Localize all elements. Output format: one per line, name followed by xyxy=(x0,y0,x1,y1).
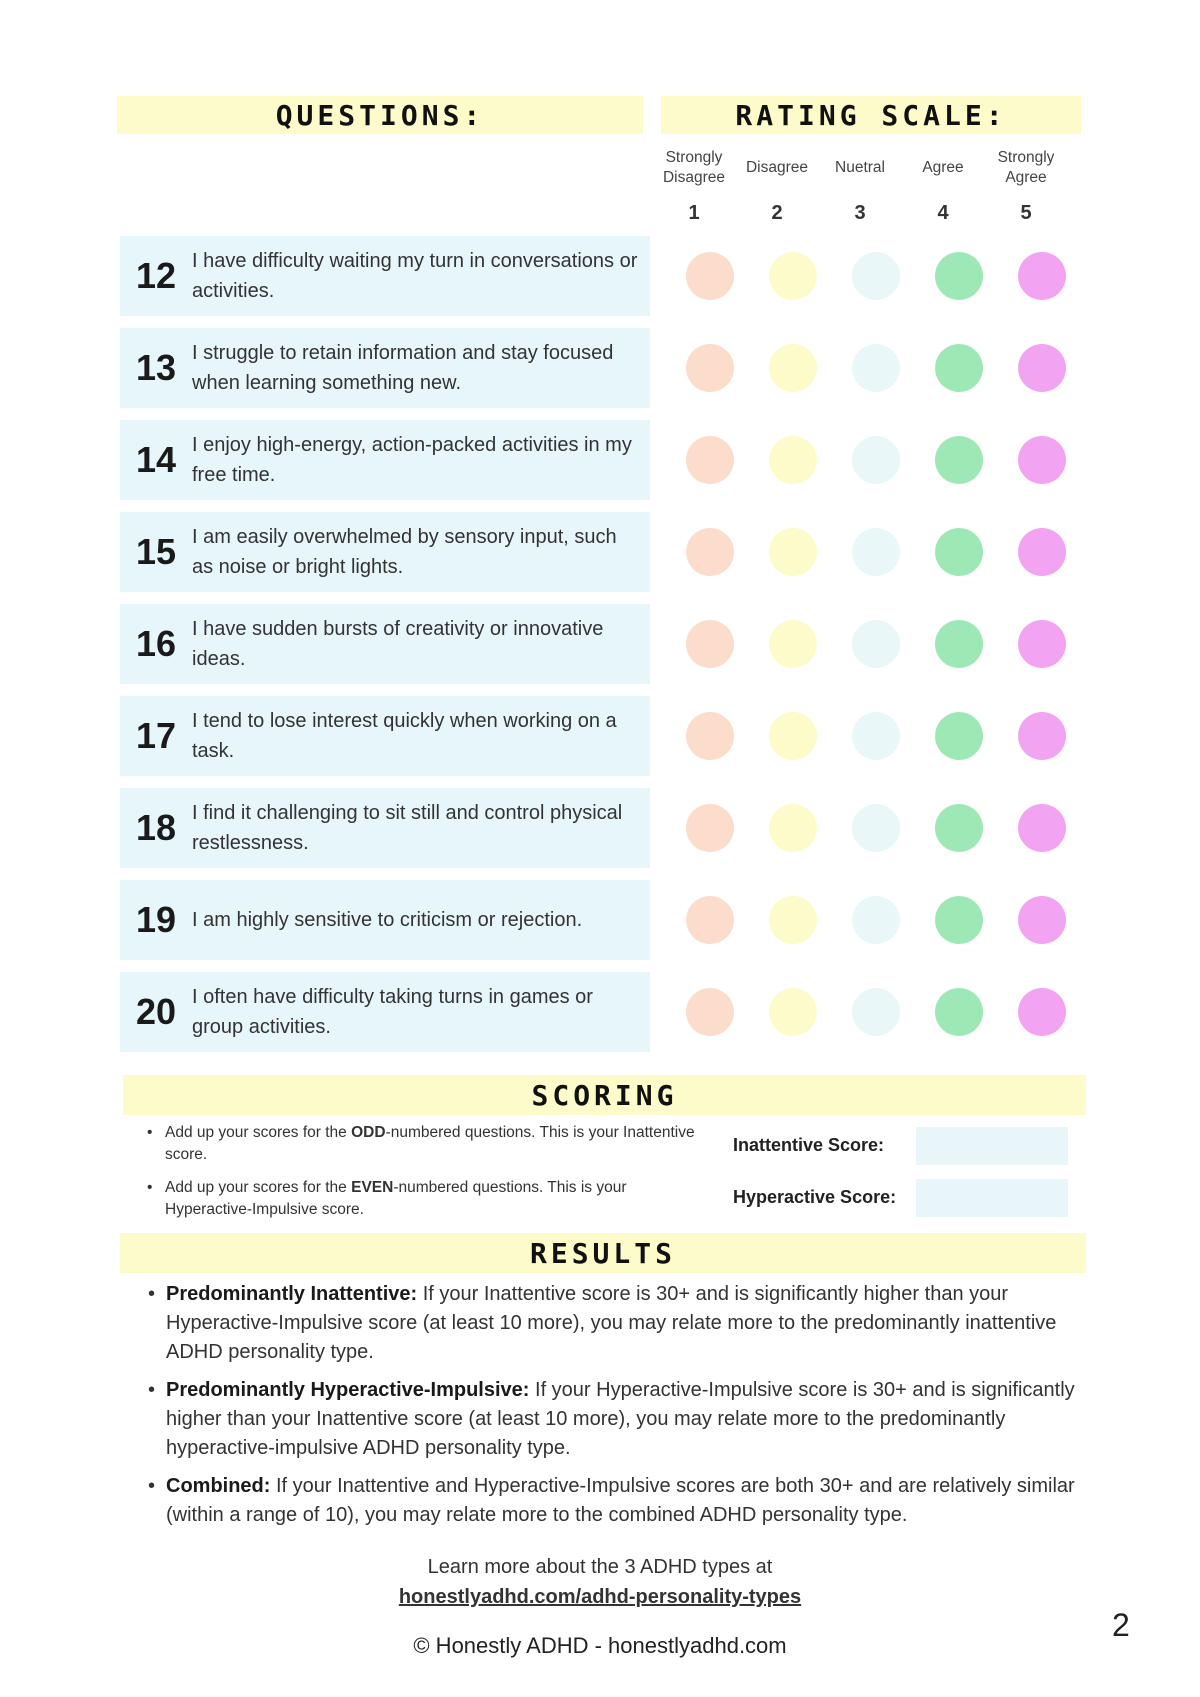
scale-number: 4 xyxy=(937,202,949,224)
question-row xyxy=(120,968,1100,1060)
question-row xyxy=(120,692,1100,784)
rating-circle-2[interactable] xyxy=(769,804,817,852)
scoring-instruction-even: • Add up your scores for the EVEN-numbered questions. This is your Hyperactive-Impulsive score. xyxy=(145,1177,705,1221)
hyperactive-score-field[interactable] xyxy=(916,1179,1068,1217)
rating-circle-4[interactable] xyxy=(935,436,983,484)
question-box xyxy=(120,512,650,592)
scale-column-4 xyxy=(895,146,991,225)
rating-circle-1[interactable] xyxy=(686,712,734,760)
rating-circle-3[interactable] xyxy=(852,344,900,392)
rating-circle-3[interactable] xyxy=(852,804,900,852)
rating-circle-3[interactable] xyxy=(852,896,900,944)
rating-circle-1[interactable] xyxy=(686,252,734,300)
question-box xyxy=(120,236,650,316)
question-text: I have difficulty waiting my turn in conversations or activities. xyxy=(192,250,638,302)
question-box xyxy=(120,972,650,1052)
rating-circle-1[interactable] xyxy=(686,988,734,1036)
scale-column-3 xyxy=(812,146,908,225)
question-list xyxy=(120,232,1100,1060)
rating-circle-1[interactable] xyxy=(686,620,734,668)
rating-scale-header: RATING SCALE: xyxy=(661,96,1081,134)
rating-circle-2[interactable] xyxy=(769,528,817,576)
scale-column-5 xyxy=(978,146,1074,225)
rating-circle-1[interactable] xyxy=(686,896,734,944)
question-number: 15 xyxy=(135,531,177,572)
rating-circle-4[interactable] xyxy=(935,804,983,852)
question-text: I have sudden bursts of creativity or innovative ideas. xyxy=(192,618,604,670)
hyperactive-score-label: Hyperactive Score: xyxy=(733,1187,897,1207)
scale-label: Nuetral xyxy=(835,159,885,176)
rating-circle-2[interactable] xyxy=(769,988,817,1036)
question-text: I often have difficulty taking turns in games or group activities. xyxy=(192,986,593,1038)
question-number: 12 xyxy=(135,255,177,296)
rating-circle-5[interactable] xyxy=(1018,804,1066,852)
result-combined: • Combined: If your Inattentive and Hyperactive-Impulsive scores are both 30+ and are relatively similar (within a range of 10), you may relate more to the combined ADHD personality type. xyxy=(146,1472,1081,1530)
question-number: 20 xyxy=(135,991,177,1032)
rating-circle-5[interactable] xyxy=(1018,712,1066,760)
rating-circle-3[interactable] xyxy=(852,252,900,300)
question-row xyxy=(120,324,1100,416)
question-number: 16 xyxy=(135,623,177,664)
rating-circle-4[interactable] xyxy=(935,988,983,1036)
question-box xyxy=(120,328,650,408)
question-number: 13 xyxy=(135,347,177,388)
question-number: 17 xyxy=(135,715,177,756)
rating-circle-5[interactable] xyxy=(1018,344,1066,392)
question-number: 19 xyxy=(135,899,177,940)
question-text: I enjoy high-energy, action-packed activities in my free time. xyxy=(192,434,632,486)
rating-circle-4[interactable] xyxy=(935,252,983,300)
questions-header: QUESTIONS: xyxy=(117,96,643,134)
question-box xyxy=(120,420,650,500)
question-box xyxy=(120,604,650,684)
question-box xyxy=(120,696,650,776)
result-hyperactive: • Predominantly Hyperactive-Impulsive: If your Hyperactive-Impulsive score is 30+ and is significantly higher than your Inattentive score (at least 10 more), you may relate more to the predominantly hyperactive-impulsive ADHD personality type. xyxy=(146,1376,1081,1463)
scale-label: Strongly Disagree xyxy=(662,149,726,186)
rating-circle-4[interactable] xyxy=(935,620,983,668)
rating-circle-4[interactable] xyxy=(935,528,983,576)
scoring-instruction-odd: • Add up your scores for the ODD-numbered questions. This is your Inattentive score. xyxy=(145,1122,705,1166)
learn-more-text: Learn more about the 3 ADHD types at xyxy=(427,1556,773,1578)
result-inattentive: • Predominantly Inattentive: If your Inattentive score is 30+ and is significantly higher than your Hyperactive-Impulsive score (at least 10 more), you may relate more to the predominantly inattentive ADHD personality type. xyxy=(146,1280,1081,1367)
scale-column-2 xyxy=(729,146,825,225)
scale-number: 1 xyxy=(688,202,700,224)
question-box xyxy=(120,788,650,868)
rating-circle-5[interactable] xyxy=(1018,620,1066,668)
rating-circle-1[interactable] xyxy=(686,528,734,576)
personality-types-link[interactable]: honestlyadhd.com/adhd-personality-types xyxy=(398,1586,802,1608)
rating-circle-3[interactable] xyxy=(852,620,900,668)
rating-circle-1[interactable] xyxy=(686,344,734,392)
rating-circle-5[interactable] xyxy=(1018,436,1066,484)
rating-circle-2[interactable] xyxy=(769,252,817,300)
rating-circle-5[interactable] xyxy=(1018,252,1066,300)
question-row xyxy=(120,784,1100,876)
question-text: I am easily overwhelmed by sensory input, such as noise or bright lights. xyxy=(192,526,617,578)
scale-number: 2 xyxy=(771,202,783,224)
scale-label: Disagree xyxy=(745,159,809,176)
rating-circle-1[interactable] xyxy=(686,436,734,484)
inattentive-score-label: Inattentive Score: xyxy=(733,1135,885,1155)
page-number: 2 xyxy=(1112,1607,1130,1643)
scale-label: Strongly Agree xyxy=(997,149,1055,186)
question-text: I tend to lose interest quickly when working on a task. xyxy=(192,710,617,762)
question-box xyxy=(120,880,650,960)
rating-circle-3[interactable] xyxy=(852,712,900,760)
copyright: © Honestly ADHD - honestlyadhd.com xyxy=(413,1633,787,1658)
scale-number: 5 xyxy=(1020,202,1032,224)
question-row xyxy=(120,600,1100,692)
rating-circle-5[interactable] xyxy=(1018,896,1066,944)
question-text: I struggle to retain information and stay focused when learning something new. xyxy=(192,342,614,394)
question-row xyxy=(120,232,1100,324)
scale-number: 3 xyxy=(854,202,866,224)
rating-circle-4[interactable] xyxy=(935,344,983,392)
question-number: 18 xyxy=(135,807,177,848)
inattentive-score-field[interactable] xyxy=(916,1127,1068,1165)
question-text: I am highly sensitive to criticism or rejection. xyxy=(192,909,583,931)
results-list xyxy=(146,1280,1081,1539)
rating-circle-3[interactable] xyxy=(852,988,900,1036)
question-row xyxy=(120,508,1100,600)
scale-label: Agree xyxy=(922,159,964,176)
rating-circle-2[interactable] xyxy=(769,620,817,668)
rating-circle-2[interactable] xyxy=(769,436,817,484)
rating-circle-5[interactable] xyxy=(1018,988,1066,1036)
question-row xyxy=(120,876,1100,968)
rating-circle-2[interactable] xyxy=(769,896,817,944)
rating-circle-4[interactable] xyxy=(935,896,983,944)
results-header: RESULTS xyxy=(120,1233,1086,1273)
question-number: 14 xyxy=(135,439,177,480)
scale-column-1 xyxy=(646,146,742,225)
rating-circle-5[interactable] xyxy=(1018,528,1066,576)
rating-circle-3[interactable] xyxy=(852,528,900,576)
rating-circle-3[interactable] xyxy=(852,436,900,484)
rating-circle-1[interactable] xyxy=(686,804,734,852)
rating-circle-4[interactable] xyxy=(935,712,983,760)
rating-circle-2[interactable] xyxy=(769,712,817,760)
rating-circle-2[interactable] xyxy=(769,344,817,392)
question-row xyxy=(120,416,1100,508)
question-text: I find it challenging to sit still and control physical restlessness. xyxy=(192,802,623,854)
scoring-header: SCORING xyxy=(123,1075,1086,1115)
scoring-instructions xyxy=(145,1122,705,1232)
